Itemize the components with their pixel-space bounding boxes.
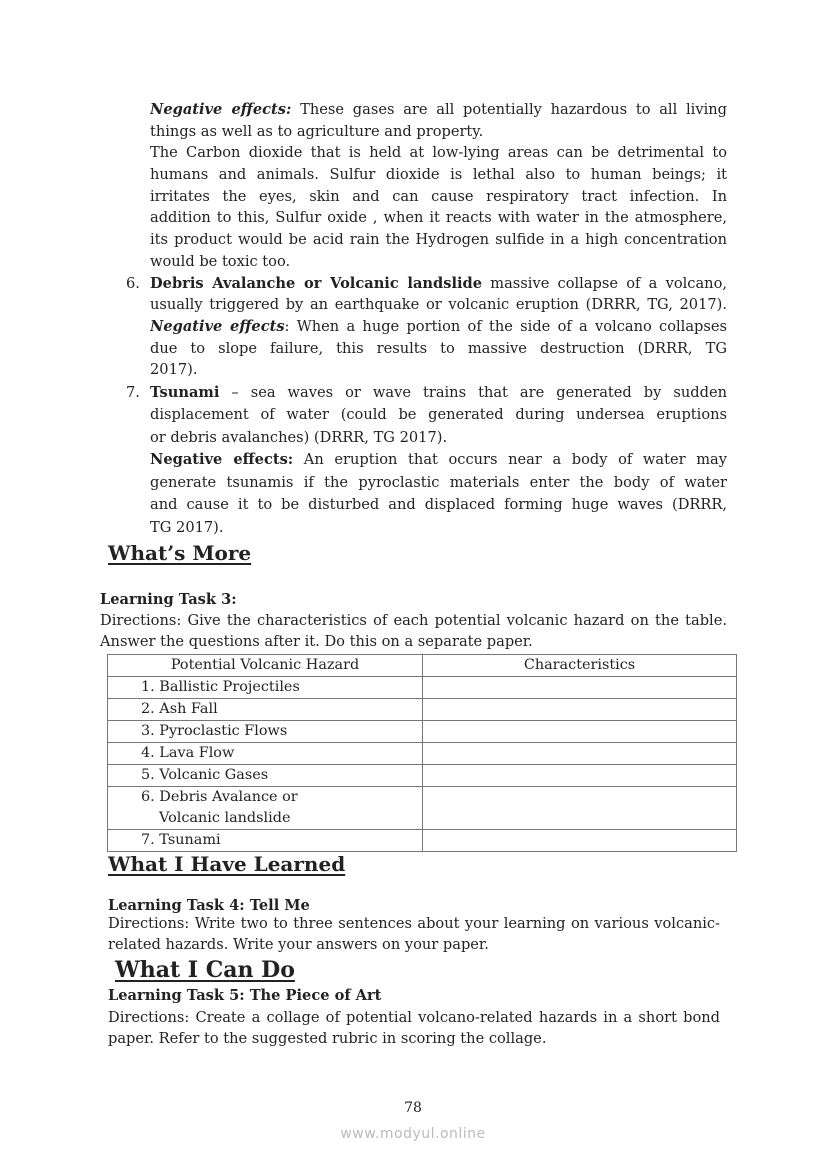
hazard-text: 6. Debris Avalance or xyxy=(141,789,298,805)
text-line xyxy=(150,99,727,121)
list-number: 7. xyxy=(126,384,140,401)
section-heading-what-i-can-do: What I Can Do xyxy=(115,957,295,983)
task-title: Learning Task 4: Tell Me xyxy=(108,897,310,914)
text-line xyxy=(150,382,727,404)
text: massive collapse of a volcano, xyxy=(482,275,727,292)
item-title: Tsunami xyxy=(150,384,220,401)
text-line: addition to this, Sulfur oxide , when it reacts with water in the atmosphere, xyxy=(150,209,727,226)
characteristics-cell[interactable] xyxy=(423,765,737,787)
hazard-cell: 5. Volcanic Gases xyxy=(108,765,423,787)
text-line: The Carbon dioxide that is held at low-lying areas can be detrimental to xyxy=(150,144,727,161)
text: : When a huge portion of the side of a volcano collapses xyxy=(284,318,727,335)
directions-line: Answer the questions after it. Do this on a separate paper. xyxy=(100,633,533,650)
characteristics-cell[interactable] xyxy=(423,787,737,830)
text: – sea waves or wave trains that are generated by sudden xyxy=(219,384,727,401)
table-row xyxy=(108,677,737,699)
hazard-cell: 1. Ballistic Projectiles xyxy=(108,677,423,699)
characteristics-cell[interactable] xyxy=(423,699,737,721)
directions-line: paper. Refer to the suggested rubric in scoring the collage. xyxy=(108,1030,547,1047)
text-line xyxy=(150,316,727,338)
text-line: things as well as to agriculture and property. xyxy=(150,123,484,140)
characteristics-cell[interactable] xyxy=(423,677,737,699)
table-row xyxy=(108,699,737,721)
negative-effects-label: Negative effects: xyxy=(150,101,292,118)
table-row xyxy=(108,743,737,765)
hazard-table xyxy=(107,654,737,852)
section-heading-whats-more: What’s More xyxy=(108,541,252,565)
section-heading-what-i-have-learned: What I Have Learned xyxy=(108,852,346,876)
hazard-cell: 2. Ash Fall xyxy=(108,699,423,721)
directions-line: Directions: Create a collage of potential volcano-related hazards in a short bond xyxy=(108,1009,720,1026)
hazard-cell: 4. Lava Flow xyxy=(108,743,423,765)
text-line: 2017). xyxy=(150,361,198,378)
negative-effects-label: Negative effects xyxy=(150,318,285,335)
watermark: www.modyul.online xyxy=(340,1126,486,1142)
item-title: Debris Avalanche or Volcanic landslide xyxy=(150,275,483,292)
task-title: Learning Task 3: xyxy=(100,591,237,608)
text-line: irritates the eyes, skin and can cause respiratory tract infection. In xyxy=(150,188,727,205)
page-number: 78 xyxy=(404,1100,422,1116)
text-line: humans and animals. Sulfur dioxide is lethal also to human beings; it xyxy=(150,166,727,183)
hazard-cell: 3. Pyroclastic Flows xyxy=(108,721,423,743)
table-header-row xyxy=(108,655,737,677)
text: These gases are all potentially hazardous to all living xyxy=(291,101,727,118)
text-line: would be toxic too. xyxy=(150,253,291,270)
hazard-cell xyxy=(108,787,423,830)
text-line: due to slope failure, this results to massive destruction (DRRR, TG xyxy=(150,340,727,357)
text: An eruption that occurs near a body of water may xyxy=(293,451,727,468)
characteristics-cell[interactable] xyxy=(423,830,737,852)
text-line xyxy=(150,273,727,295)
directions-line: Directions: Write two to three sentences about your learning on various volcanic- xyxy=(108,915,720,932)
table-row xyxy=(108,830,737,852)
text-line: displacement of water (could be generated during undersea eruptions xyxy=(150,406,727,423)
table-row xyxy=(108,765,737,787)
text-line: usually triggered by an earthquake or volcanic eruption (DRRR, TG, 2017). xyxy=(150,296,727,313)
text-line: its product would be acid rain the Hydrogen sulfide in a high concentration xyxy=(150,231,727,248)
text-line: generate tsunamis if the pyroclastic materials enter the body of water xyxy=(150,474,727,491)
directions-line: Directions: Give the characteristics of each potential volcanic hazard on the table. xyxy=(100,612,727,629)
negative-effects-label: Negative effects: xyxy=(150,451,294,468)
table-row xyxy=(108,787,737,830)
directions-line: related hazards. Write your answers on your paper. xyxy=(108,936,489,953)
text-line: TG 2017). xyxy=(150,519,224,536)
text-line: or debris avalanches) (DRRR, TG 2017). xyxy=(150,429,448,446)
characteristics-cell[interactable] xyxy=(423,743,737,765)
column-header: Characteristics xyxy=(423,655,737,677)
task-title: Learning Task 5: The Piece of Art xyxy=(108,987,382,1004)
column-header: Potential Volcanic Hazard xyxy=(108,655,423,677)
table-row xyxy=(108,721,737,743)
hazard-cell: 7. Tsunami xyxy=(108,830,423,852)
list-number: 6. xyxy=(126,275,140,292)
hazard-text: Volcanic landslide xyxy=(159,810,291,826)
text-line xyxy=(150,449,727,471)
characteristics-cell[interactable] xyxy=(423,721,737,743)
text-line: and cause it to be disturbed and displaced forming huge waves (DRRR, xyxy=(150,496,727,513)
